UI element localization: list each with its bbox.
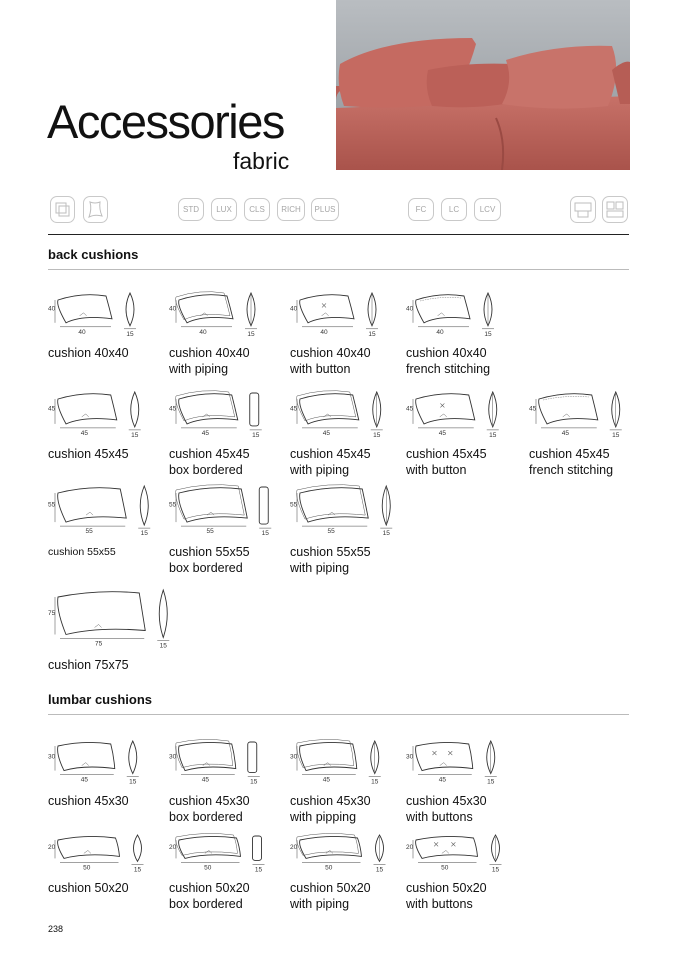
cushion-item (290, 823, 408, 912)
layers-icon (50, 196, 75, 223)
cushion-item (169, 285, 287, 376)
depth-dimension: 15 (368, 330, 376, 338)
height-dimension: 45 (48, 405, 56, 413)
cushion-front-view (416, 742, 473, 770)
depth-dimension: 15 (261, 530, 269, 538)
badge-lux: LUX (211, 198, 237, 221)
depth-dimension: 15 (126, 330, 134, 338)
cushion-item (169, 482, 287, 576)
cushion-front-view (297, 739, 357, 770)
cushion-item (290, 482, 408, 576)
height-dimension: 45 (406, 405, 414, 413)
height-dimension: 45 (169, 405, 177, 413)
cushion-front-view (58, 295, 112, 323)
depth-dimension: 15 (489, 431, 497, 439)
depth-dimension: 15 (491, 866, 500, 874)
depth-dimension: 15 (129, 778, 137, 786)
cushion-label-line: cushion 45x30 (406, 793, 487, 808)
cushion-diagram (48, 731, 166, 791)
cushion-diagram (406, 384, 524, 444)
cushion-side-view (159, 590, 167, 638)
section-divider (48, 714, 629, 715)
cushion-label-line: box bordered (169, 897, 243, 912)
cushion-diagram (290, 285, 408, 345)
cushion-diagram (290, 384, 408, 444)
badge-fc: FC (408, 198, 434, 221)
width-dimension: 45 (561, 429, 569, 437)
cushion-label-line: with button (290, 361, 351, 376)
width-dimension: 50 (204, 864, 212, 872)
height-dimension: 40 (290, 305, 298, 313)
cushion-front-view (176, 292, 233, 323)
cushion-diagram (48, 482, 166, 542)
height-dimension: 45 (290, 405, 298, 413)
badge-lc: LC (441, 198, 467, 221)
cushion-front-view (176, 739, 236, 770)
cushion-item (48, 588, 166, 672)
depth-dimension: 15 (484, 330, 492, 338)
cushion-diagram (290, 731, 408, 791)
cushion-front-view (297, 485, 369, 522)
cushion-diagram (48, 823, 166, 883)
cushion-side-view (612, 392, 620, 427)
cushion-label (406, 345, 490, 377)
width-dimension: 50 (83, 864, 91, 872)
cushion-label (290, 446, 371, 478)
cushion-side-view (382, 486, 390, 525)
cushion-diagram (169, 384, 287, 444)
depth-dimension: 15 (612, 431, 620, 439)
cushion-label (48, 345, 129, 361)
depth-dimension: 15 (140, 530, 148, 538)
cushion-label (169, 793, 250, 825)
width-dimension: 40 (199, 328, 207, 336)
cushion-label-line: with pipping (290, 809, 357, 824)
height-dimension: 20 (290, 844, 298, 852)
cushion-front-view (176, 485, 248, 522)
depth-dimension: 15 (382, 530, 390, 538)
cushion-label-line: with piping (290, 462, 350, 477)
cushion-item (169, 823, 287, 912)
cushion-label-line: cushion 40x40 (406, 345, 487, 360)
cushion-diagram (406, 731, 524, 791)
depth-dimension: 15 (131, 431, 139, 439)
cushion-label-line: cushion 45x45 (290, 446, 371, 461)
cushion-label-line: cushion 45x45 (169, 446, 250, 461)
cushion-label (406, 793, 487, 825)
cushion-side-view (484, 293, 492, 326)
cushion-diagram (169, 823, 287, 883)
cushion-side-view (247, 293, 255, 326)
sofa-photo (336, 0, 630, 170)
width-dimension: 40 (320, 328, 328, 336)
cushion-front-view (176, 833, 241, 858)
cushion-side-view (126, 293, 134, 326)
cushion-front-view (297, 833, 362, 858)
width-dimension: 40 (78, 328, 86, 336)
cushion-item (406, 731, 524, 824)
cushion-label-line: cushion 45x45 (48, 446, 129, 461)
cushion-diagram (290, 823, 408, 883)
cushion-label (290, 345, 371, 377)
cushion-front-view (58, 592, 146, 635)
cushion-front-view (297, 391, 359, 424)
cushion-item (48, 384, 166, 468)
width-dimension: 45 (438, 429, 446, 437)
cushion-label (290, 544, 371, 576)
cushion-label-line: cushion 45x45 (529, 446, 610, 461)
cushion-label (406, 880, 487, 912)
cushion-item (169, 384, 287, 477)
height-dimension: 20 (169, 844, 177, 852)
depth-dimension: 15 (250, 778, 258, 786)
badge-std: STD (178, 198, 204, 221)
cushion-label-line: cushion 45x45 (406, 446, 487, 461)
cushion-diagram (169, 731, 287, 791)
section-divider (48, 269, 629, 270)
cushion-label-line: cushion 55x55 (48, 546, 116, 559)
cushion-diagram (48, 285, 166, 345)
cushion-side-view (489, 392, 497, 427)
cushion-label-line: cushion 50x20 (406, 881, 487, 896)
height-dimension: 20 (48, 844, 56, 852)
cushion-diagram (529, 384, 647, 444)
cushion-label-line: box bordered (169, 561, 243, 576)
depth-dimension: 15 (371, 778, 379, 786)
cushion-label (48, 657, 129, 673)
section-title-lumbar-cushions: lumbar cushions (48, 692, 153, 707)
cushion-front-view (416, 295, 470, 323)
height-dimension: 55 (290, 501, 298, 509)
cushion-diagram (169, 482, 287, 542)
cushion-front-view (176, 391, 238, 424)
width-dimension: 45 (201, 776, 209, 784)
page-number: 238 (48, 924, 64, 934)
width-dimension: 55 (85, 528, 93, 536)
badge-cls: CLS (244, 198, 270, 221)
depth-dimension: 15 (487, 778, 495, 786)
cushion-label (290, 880, 371, 912)
cushion-item (48, 285, 166, 369)
cushion-label-line: with piping (290, 897, 350, 912)
cushion-label (48, 446, 129, 462)
depth-dimension: 15 (133, 866, 142, 874)
width-dimension: 75 (95, 640, 103, 648)
badge-rich: RICH (277, 198, 305, 221)
cushion-diagram (406, 285, 524, 345)
cushion-label-line: french stitching (406, 361, 491, 376)
cushion-item (169, 731, 287, 824)
depth-dimension: 15 (373, 431, 381, 439)
cushion-diagram (48, 384, 166, 444)
cushion-front-view (58, 742, 115, 770)
cushion-diagram (48, 588, 166, 648)
armchair-icon (570, 196, 596, 223)
cushion-side-view (259, 487, 268, 524)
height-dimension: 30 (290, 753, 298, 761)
cushion-label-line: box bordered (169, 462, 243, 477)
height-dimension: 40 (406, 305, 414, 313)
width-dimension: 45 (322, 429, 330, 437)
height-dimension: 75 (48, 609, 56, 617)
cushion-label (529, 446, 613, 478)
cushion-label (169, 446, 250, 478)
cushion-label-line: cushion 40x40 (169, 345, 250, 360)
cushion-side-view (376, 835, 384, 861)
cushion-side-view (373, 392, 381, 427)
cushion-diagram (290, 482, 408, 542)
cushion-front-view (58, 836, 120, 858)
width-dimension: 55 (206, 528, 214, 536)
cushion-front-view (416, 394, 475, 424)
page-subtitle: fabric (233, 148, 290, 174)
cushion-side-view (129, 741, 137, 774)
width-dimension: 45 (438, 776, 446, 784)
cushion-label (169, 880, 250, 912)
cushion-label-line: cushion 45x30 (169, 793, 250, 808)
section-title-back-cushions: back cushions (48, 247, 139, 262)
cushion-side-view (368, 293, 376, 326)
cushion-item (529, 384, 647, 477)
sofa-cushions-image (336, 0, 630, 170)
badge-plus: PLUS (311, 198, 339, 221)
leather-hide-icon (83, 196, 108, 223)
width-dimension: 50 (441, 864, 449, 872)
depth-dimension: 15 (247, 330, 255, 338)
depth-dimension: 15 (254, 866, 263, 874)
height-dimension: 40 (169, 305, 177, 313)
depth-dimension: 15 (252, 431, 260, 439)
width-dimension: 45 (80, 429, 88, 437)
cushion-label (48, 880, 129, 896)
cushion-label-line: with button (406, 462, 467, 477)
depth-dimension: 15 (159, 642, 167, 650)
cushion-label-line: box bordered (169, 809, 243, 824)
cushion-item (290, 384, 408, 477)
width-dimension: 45 (80, 776, 88, 784)
depth-dimension: 15 (375, 866, 384, 874)
cushion-item (406, 823, 524, 912)
cushion-front-view (416, 836, 478, 858)
cushion-label (406, 446, 487, 478)
cushion-front-view (539, 394, 598, 424)
cushion-side-view (253, 836, 262, 860)
width-dimension: 50 (325, 864, 333, 872)
cushion-label-line: cushion 50x20 (48, 881, 129, 896)
cushion-label-line: cushion 45x30 (48, 793, 129, 808)
cushion-item (48, 823, 166, 907)
cushion-label-line: with buttons (406, 809, 473, 824)
cushion-label-line: cushion 75x75 (48, 657, 129, 672)
height-dimension: 55 (48, 501, 56, 509)
height-dimension: 30 (406, 753, 414, 761)
height-dimension: 30 (48, 753, 56, 761)
cushion-item (48, 731, 166, 815)
cushion-label (290, 793, 371, 825)
cushion-label (169, 544, 250, 576)
modules-icon (602, 196, 628, 223)
cushion-label-line: cushion 50x20 (290, 881, 371, 896)
cushion-diagram (406, 823, 524, 883)
page-title: Accessories (47, 95, 284, 148)
cushion-label-line: with piping (290, 561, 350, 576)
cushion-label (48, 793, 129, 809)
cushion-side-view (492, 835, 500, 861)
width-dimension: 45 (322, 776, 330, 784)
width-dimension: 40 (436, 328, 444, 336)
badge-lcv: LCV (474, 198, 501, 221)
cushion-side-view (131, 392, 139, 427)
cushion-front-view (58, 394, 117, 424)
height-dimension: 40 (48, 305, 56, 313)
cushion-side-view (140, 486, 148, 525)
cushion-label (48, 544, 116, 560)
cushion-side-view (134, 835, 142, 861)
cushion-side-view (371, 741, 379, 774)
height-dimension: 30 (169, 753, 177, 761)
cushion-side-view (487, 741, 495, 774)
cushion-label-line: with buttons (406, 897, 473, 912)
cushion-side-view (250, 393, 259, 426)
cushion-label-line: cushion 45x30 (290, 793, 371, 808)
cushion-diagram (169, 285, 287, 345)
height-dimension: 20 (406, 844, 414, 852)
cushion-front-view (300, 295, 354, 323)
height-dimension: 45 (529, 405, 537, 413)
header-divider (48, 234, 629, 235)
cushion-label-line: french stitching (529, 462, 614, 477)
cushion-item (406, 285, 524, 376)
height-dimension: 55 (169, 501, 177, 509)
cushion-label-line: cushion 55x55 (290, 545, 371, 560)
cushion-label-line: cushion 55x55 (169, 545, 250, 560)
width-dimension: 45 (201, 429, 209, 437)
cushion-item (290, 285, 408, 376)
cushion-label-line: cushion 40x40 (290, 345, 371, 360)
width-dimension: 55 (327, 528, 335, 536)
cushion-label-line: with piping (169, 361, 229, 376)
cushion-item (406, 384, 524, 477)
cushion-side-view (248, 742, 257, 773)
cushion-label-line: cushion 50x20 (169, 881, 250, 896)
cushion-front-view (58, 488, 127, 522)
cushion-label (169, 345, 250, 377)
cushion-item (48, 482, 166, 566)
cushion-label-line: cushion 40x40 (48, 345, 129, 360)
cushion-item (290, 731, 408, 824)
